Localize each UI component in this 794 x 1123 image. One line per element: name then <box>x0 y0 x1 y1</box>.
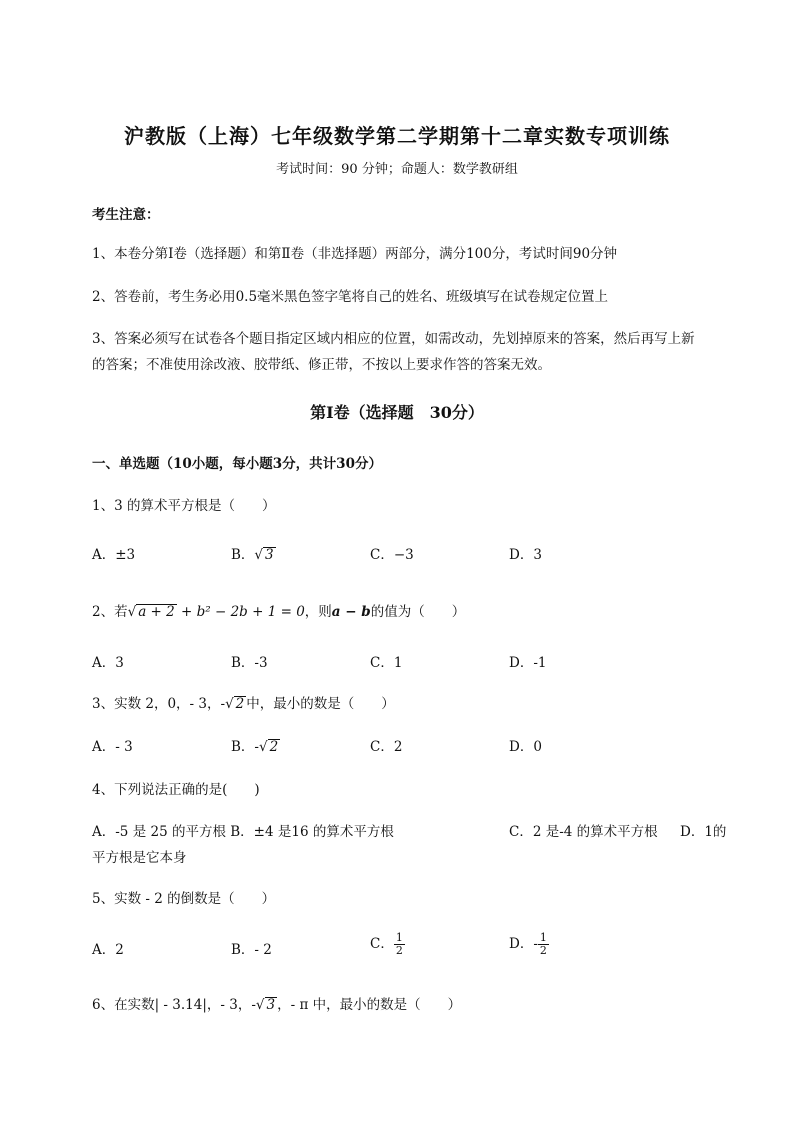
fraction <box>538 932 549 957</box>
q2-expression: + b² − 2b + 1 = 0 <box>176 604 305 620</box>
q4-option-d: D．1的 <box>680 824 727 840</box>
q2-stem-prefix: 2、若 <box>92 604 128 620</box>
q2-option-c: C．1 <box>370 655 403 671</box>
document-title: 沪教版（上海）七年级数学第二学期第十二章实数专项训练 <box>124 124 670 148</box>
q2-option-a: A．3 <box>92 655 124 671</box>
q1-option-a: A．±3 <box>92 547 136 563</box>
q3-option-a: A．- 3 <box>92 739 133 755</box>
question-6-stem <box>92 993 461 1013</box>
q4-options-ab: A．-5 是 25 的平方根 B．±4 是16 的算术平方根 <box>92 824 394 840</box>
part-heading: 一、单选题（10小题，每小题3分，共计30分） <box>92 456 382 472</box>
q3-option-b <box>231 735 280 755</box>
sqrt-symbol: √ <box>255 997 265 1013</box>
notice-item-1: 1、本卷分第Ⅰ卷（选择题）和第Ⅱ卷（非选择题）两部分，满分100分，考试时间90分钟 <box>92 246 618 262</box>
notice-heading: 考生注意： <box>92 207 160 223</box>
q5-option-b: B．- 2 <box>231 942 272 958</box>
fraction <box>394 932 405 957</box>
question-5-stem: 5、实数 - 2 的倒数是（ ） <box>92 891 276 907</box>
q5-option-c <box>370 932 405 957</box>
q2-a-minus-b: a − b <box>331 604 371 620</box>
q2-option-b: B．-3 <box>231 655 268 671</box>
denominator: 2 <box>539 944 547 958</box>
q5-option-d-label: D．- <box>509 936 538 953</box>
q6-stem-suffix: ，- π 中，最小的数是（ ） <box>277 997 462 1013</box>
q3-option-b-radicand: 2 <box>269 739 279 755</box>
notice-item-3-cont: 的答案；不准使用涂改液、胶带纸、修正带，不按以上要求作答的答案无效。 <box>92 357 551 373</box>
denominator: 2 <box>395 944 403 958</box>
notice-item-3: 3、答案必须写在试卷各个题目指定区域内相应的位置，如需改动，先划掉原来的答案，然后再写上新 <box>92 331 695 347</box>
q4-option-c: C．2 是-4 的算术平方根 <box>509 824 658 840</box>
q3-option-b-label: B．- <box>231 739 259 755</box>
document-subtitle: 考试时间：90 分钟；命题人：数学教研组 <box>276 162 518 177</box>
sqrt-symbol: √ <box>127 604 137 620</box>
q2-option-d: D．-1 <box>509 655 547 671</box>
q1-option-b-radicand: 3 <box>265 547 274 563</box>
numerator: 1 <box>539 931 547 944</box>
sqrt-symbol: √ <box>254 547 264 563</box>
q1-option-c: C．−3 <box>370 547 414 563</box>
q1-option-b <box>231 543 276 563</box>
question-2-stem <box>92 600 465 620</box>
q3-option-c: C．2 <box>370 739 403 755</box>
q5-option-d <box>509 932 549 957</box>
question-1-stem: 1、3 的算术平方根是（ ） <box>92 498 276 514</box>
q6-radicand: 3 <box>266 997 276 1013</box>
q2-stem-mid: ，则 <box>304 604 332 620</box>
numerator: 1 <box>395 931 403 944</box>
q1-option-b-label: B． <box>231 547 255 563</box>
q6-stem-prefix: 6、在实数| - 3.14|，- 3，- <box>92 997 256 1013</box>
q5-option-a: A．2 <box>92 942 124 958</box>
section-title: 第Ⅰ卷（选择题 30分） <box>310 403 484 422</box>
notice-item-2: 2、答卷前，考生务必用0.5毫米黑色签字笔将自己的姓名、班级填写在试卷规定位置上 <box>92 289 609 305</box>
q5-option-c-label: C． <box>370 936 394 953</box>
q3-radicand: 2 <box>235 696 245 712</box>
q3-stem-suffix: 中，最小的数是（ ） <box>246 696 395 712</box>
q3-stem-prefix: 3、实数 2，0，- 3，- <box>92 696 226 712</box>
q4-option-d-cont: 平方根是它本身 <box>92 850 187 866</box>
q3-option-d: D．0 <box>509 739 542 755</box>
question-3-stem <box>92 692 395 712</box>
sqrt-symbol: √ <box>225 696 234 712</box>
q2-radicand: a + 2 <box>138 604 175 620</box>
question-4-stem: 4、下列说法正确的是( ) <box>92 782 260 798</box>
sqrt-symbol: √ <box>258 739 268 755</box>
q2-stem-suffix: 的值为（ ） <box>370 604 466 620</box>
q1-option-d: D．3 <box>509 547 542 563</box>
